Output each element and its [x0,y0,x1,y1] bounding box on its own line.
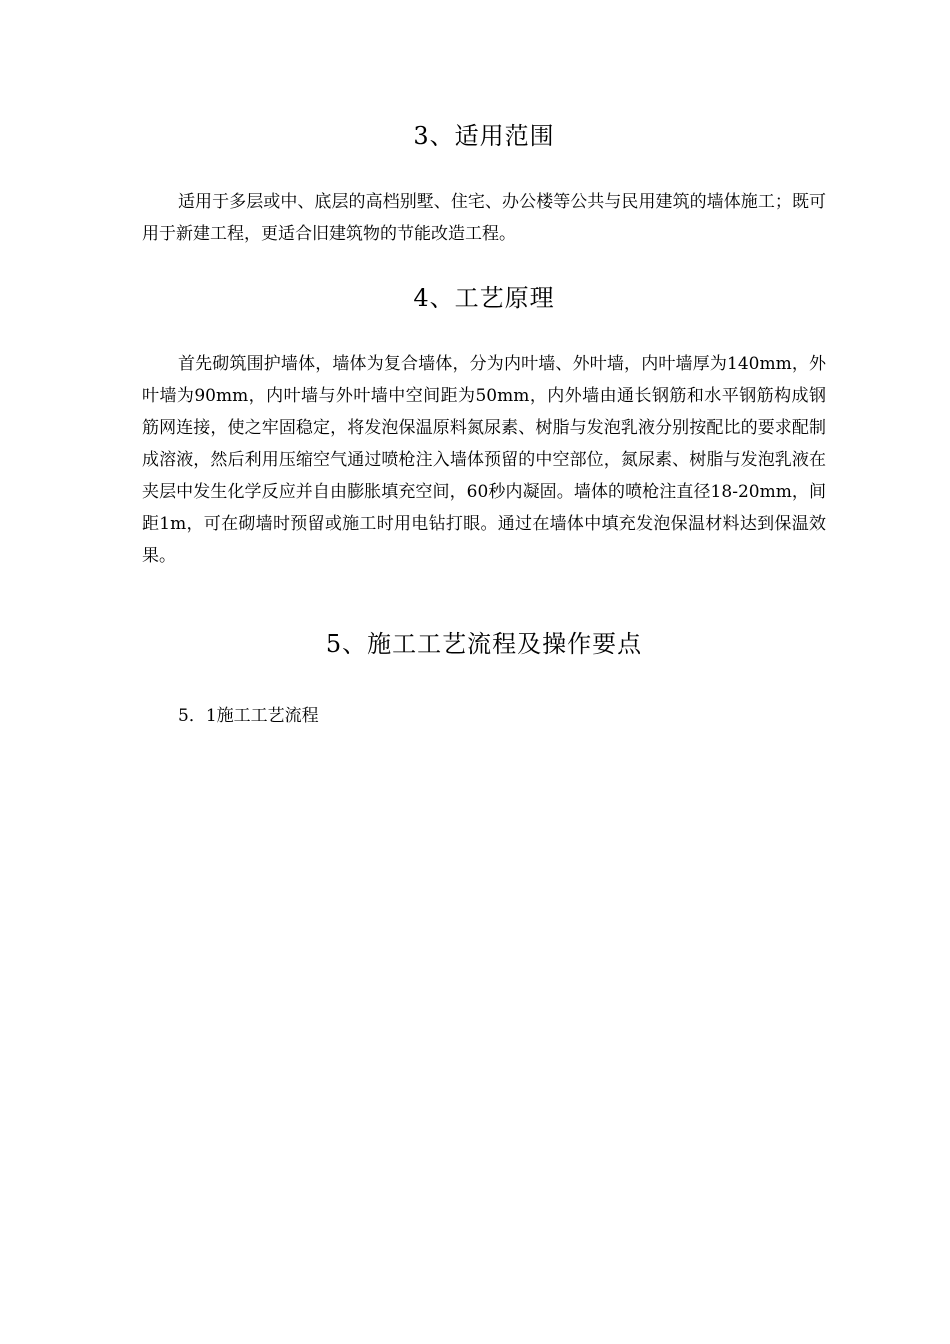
section-4-body: 首先砌筑围护墙体，墙体为复合墙体，分为内叶墙、外叶墙，内叶墙厚为140mm，外叶墙为90mm，内叶墙与外叶墙中空间距为50mm，内外墙由通长钢筋和水平钢筋构成钢筋网连接，使之牢固稳定，将发泡保温原料氮尿素、树脂与发泡乳液分别按配比的要求配制成溶液，然后利用压缩空气通过喷枪注入墙体预留的中空部位，氮尿素、树脂与发泡乳液在夹层中发生化学反应并自由膨胀填充空间，60秒内凝固。墙体的喷枪注直径18-20mm，间距1m，可在砌墙时预留或施工时用电钻打眼。通过在墙体中填充发泡保温材料达到保温效果。 [142,354,826,566]
section-5-heading: 5、施工工艺流程及操作要点 [325,630,643,658]
subsection-5-1-heading: 5．1施工工艺流程 [178,706,319,726]
section-3-body: 适用于多层或中、底层的高档别墅、住宅、办公楼等公共与民用建筑的墙体施工；既可用于新建工程，更适合旧建筑物的节能改造工程。 [142,192,826,244]
section-4-heading: 4、工艺原理 [413,284,555,312]
section-3-heading: 3、适用范围 [413,122,555,150]
